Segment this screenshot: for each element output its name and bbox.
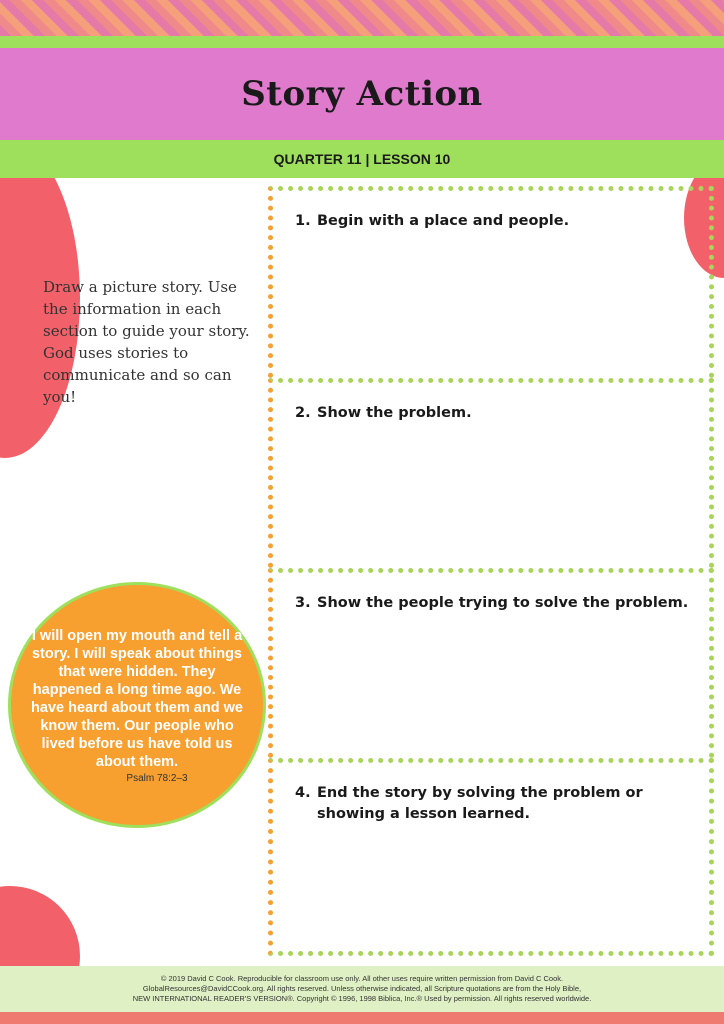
- top-green-stripe: [0, 36, 724, 48]
- section-text: Show the problem.: [317, 405, 472, 421]
- section-text: End the story by solving the problem or showing a lesson learned.: [317, 785, 643, 822]
- section-label: [295, 783, 675, 825]
- copyright-line: GlobalResources@DavidCCook.org. All rights reserved. Unless otherwise indicated, all Scripture quotations are from the Holy Bible,: [142, 984, 582, 993]
- copyright-footer: [0, 966, 724, 1012]
- section-number: 1.: [295, 213, 311, 229]
- section-label: [295, 593, 688, 614]
- section-number: 4.: [295, 785, 311, 801]
- drawing-box-2[interactable]: [268, 378, 714, 568]
- section-number: 3.: [295, 595, 311, 611]
- subtitle-band: [0, 140, 724, 178]
- page-title: Story Action: [241, 74, 483, 114]
- bottom-decorative-strip: [0, 1012, 724, 1024]
- section-text: Begin with a place and people.: [317, 213, 570, 229]
- section-text: Show the people trying to solve the problem.: [317, 595, 689, 611]
- bible-verse-circle: [8, 582, 266, 828]
- lesson-subtitle: QUARTER 11 | LESSON 10: [273, 151, 451, 167]
- copyright-line: NEW INTERNATIONAL READER'S VERSION®. Copyright © 1996, 1998 Biblica, Inc.® Used by permission. All rights reserved worldwide.: [132, 994, 592, 1003]
- top-decorative-pattern: [0, 0, 724, 36]
- verse-text: I will open my mouth and tell a story. I will speak about things that were hidden. They happened a long time ago. We have heard about them and we know them. Our people who lived before us have told us about them.: [31, 627, 243, 770]
- drawing-box-3[interactable]: [268, 568, 714, 758]
- drawing-box-1[interactable]: [268, 186, 714, 378]
- copyright-line: © 2019 David C Cook. Reproducible for classroom use only. All other uses require written permission from David C Cook.: [160, 974, 564, 983]
- section-number: 2.: [295, 405, 311, 421]
- copyright-text: [32, 974, 692, 1004]
- section-label: [295, 403, 472, 424]
- decorative-shape: [0, 886, 80, 966]
- worksheet-content: [0, 178, 724, 966]
- drawing-box-4[interactable]: [268, 758, 714, 956]
- verse-reference: Psalm 78:2–3: [126, 772, 188, 784]
- title-band: [0, 48, 724, 140]
- instructions-text: Draw a picture story. Use the information in each section to guide your story. God uses stories to communicate and so can you!: [43, 278, 250, 406]
- section-label: [295, 211, 569, 232]
